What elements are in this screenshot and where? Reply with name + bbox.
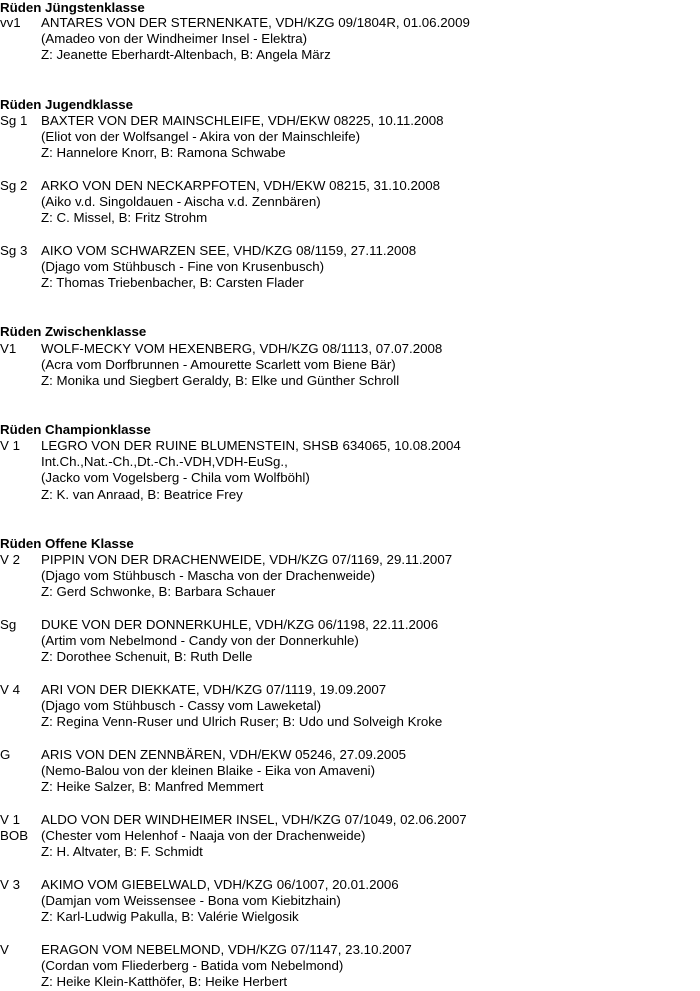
- dog-name-line: AIKO VOM SCHWARZEN SEE, VHD/KZG 08/1159, 27.11.2008: [41, 243, 417, 258]
- entry-details: [41, 942, 412, 991]
- entry-details: [41, 812, 467, 861]
- dog-name-line: ARIS VON DEN ZENNBÄREN, VDH/EKW 05246, 27.09.2005: [41, 747, 407, 762]
- section-heading: Rüden Jugendklasse: [0, 97, 134, 112]
- entry-details: [41, 113, 444, 162]
- grade-label: Sg 2: [0, 178, 28, 193]
- grade-label: Sg 3: [0, 243, 28, 258]
- entry-details: [41, 178, 440, 227]
- grade-label: V: [0, 942, 9, 957]
- grade-label: V1: [0, 341, 17, 356]
- entry-details: [41, 747, 406, 796]
- parents-line: (Djago vom Stühbusch - Mascha von der Drachenweide): [41, 568, 376, 584]
- breeder-owner-line: Z: Thomas Triebenbacher, B: Carsten Flader: [41, 275, 304, 291]
- parents-line: (Chester vom Helenhof - Naaja von der Drachenweide): [41, 828, 366, 844]
- grade-label: vv1: [0, 15, 21, 30]
- entry-details: [41, 243, 416, 292]
- titles-line: Int.Ch.,Nat.-Ch.,Dt.-Ch.-VDH,VDH-EuSg.,: [41, 454, 288, 470]
- entry-details: [41, 877, 399, 926]
- grade-label: G: [0, 747, 11, 762]
- entry-details: [41, 682, 442, 731]
- breeder-owner-line: Z: Heike Klein-Katthöfer, B: Heike Herbert: [41, 974, 288, 990]
- dog-name-line: AKIMO VOM GIEBELWALD, VDH/KZG 06/1007, 20.01.2006: [41, 877, 399, 892]
- parents-line: (Eliot von der Wolfsangel - Akira von der Mainschleife): [41, 129, 361, 145]
- section-heading: Rüden Jüngstenklasse: [0, 0, 145, 15]
- grade-label: Sg: [0, 617, 17, 632]
- dog-name-line: DUKE VON DER DONNERKUHLE, VDH/KZG 06/1198, 22.11.2006: [41, 617, 439, 632]
- breeder-owner-line: Z: C. Missel, B: Fritz Strohm: [41, 210, 208, 226]
- parents-line: (Jacko vom Vogelsberg - Chila vom Wolfböhl): [41, 470, 310, 486]
- breeder-owner-line: Z: Heike Salzer, B: Manfred Memmert: [41, 779, 264, 795]
- dog-name-line: ALDO VON DER WINDHEIMER INSEL, VDH/KZG 07/1049, 02.06.2007: [41, 812, 467, 827]
- grade-label: V 1: [0, 438, 20, 453]
- entry-details: [41, 617, 438, 666]
- breeder-owner-line: Z: Hannelore Knorr, B: Ramona Schwabe: [41, 145, 286, 161]
- parents-line: (Aiko v.d. Singoldauen - Aischa v.d. Zennbären): [41, 194, 321, 210]
- entry-details: [41, 552, 452, 601]
- grade-label: V 2: [0, 552, 20, 567]
- dog-name-line: ARKO VON DEN NECKARPFOTEN, VDH/EKW 08215, 31.10.2008: [41, 178, 441, 193]
- parents-line: (Acra vom Dorfbrunnen - Amourette Scarlett vom Biene Bär): [41, 357, 396, 373]
- grade-label: Sg 1: [0, 113, 28, 128]
- entry-details: [41, 15, 470, 64]
- parents-line: (Cordan vom Fliederberg - Batida vom Nebelmond): [41, 958, 344, 974]
- breeder-owner-line: Z: Gerd Schwonke, B: Barbara Schauer: [41, 584, 276, 600]
- dog-name-line: PIPPIN VON DER DRACHENWEIDE, VDH/KZG 07/1169, 29.11.2007: [41, 552, 453, 567]
- dog-name-line: ANTARES VON DER STERNENKATE, VDH/KZG 09/1804R, 01.06.2009: [41, 15, 470, 30]
- dog-name-line: ARI VON DER DIEKKATE, VDH/KZG 07/1119, 19.09.2007: [41, 682, 387, 697]
- entry-details: [41, 341, 442, 390]
- grade-label: V 4: [0, 682, 20, 697]
- breeder-owner-line: Z: Monika und Siegbert Geraldy, B: Elke und Günther Schroll: [41, 373, 400, 389]
- breeder-owner-line: Z: Dorothee Schenuit, B: Ruth Delle: [41, 649, 253, 665]
- grade-label: V 3: [0, 877, 20, 892]
- breeder-owner-line: Z: Jeanette Eberhardt-Altenbach, B: Angela März: [41, 47, 331, 63]
- dog-name-line: WOLF-MECKY VOM HEXENBERG, VDH/KZG 08/1113, 07.07.2008: [41, 341, 443, 356]
- dog-name-line: ERAGON VOM NEBELMOND, VDH/KZG 07/1147, 23.10.2007: [41, 942, 412, 957]
- parents-line: (Djago vom Stühbusch - Cassy vom Laweketal): [41, 698, 322, 714]
- parents-line: (Nemo-Balou von der kleinen Blaike - Eika von Amaveni): [41, 763, 376, 779]
- dog-name-line: LEGRO VON DER RUINE BLUMENSTEIN, SHSB 634065, 10.08.2004: [41, 438, 461, 453]
- breeder-owner-line: Z: H. Altvater, B: F. Schmidt: [41, 844, 203, 860]
- parents-line: (Damjan vom Weissensee - Bona vom Kiebitzhain): [41, 893, 341, 909]
- parents-line: (Artim vom Nebelmond - Candy von der Donnerkuhle): [41, 633, 359, 649]
- section-heading: Rüden Zwischenklasse: [0, 324, 147, 339]
- section-heading: Rüden Championklasse: [0, 422, 151, 437]
- section-heading: Rüden Offene Klasse: [0, 536, 134, 551]
- parents-line: (Amadeo von der Windheimer Insel - Elektra): [41, 31, 308, 47]
- dog-name-line: BAXTER VON DER MAINSCHLEIFE, VDH/EKW 08225, 10.11.2008: [41, 113, 444, 128]
- parents-line: (Djago vom Stühbusch - Fine von Krusenbusch): [41, 259, 325, 275]
- grade-label: V 1 BOB: [0, 812, 29, 844]
- breeder-owner-line: Z: K. van Anraad, B: Beatrice Frey: [41, 486, 243, 502]
- breeder-owner-line: Z: Karl-Ludwig Pakulla, B: Valérie Wielgosik: [41, 909, 299, 925]
- entry-details: [41, 438, 461, 503]
- breeder-owner-line: Z: Regina Venn-Ruser und Ulrich Ruser; B: Udo und Solveigh Kroke: [41, 714, 443, 730]
